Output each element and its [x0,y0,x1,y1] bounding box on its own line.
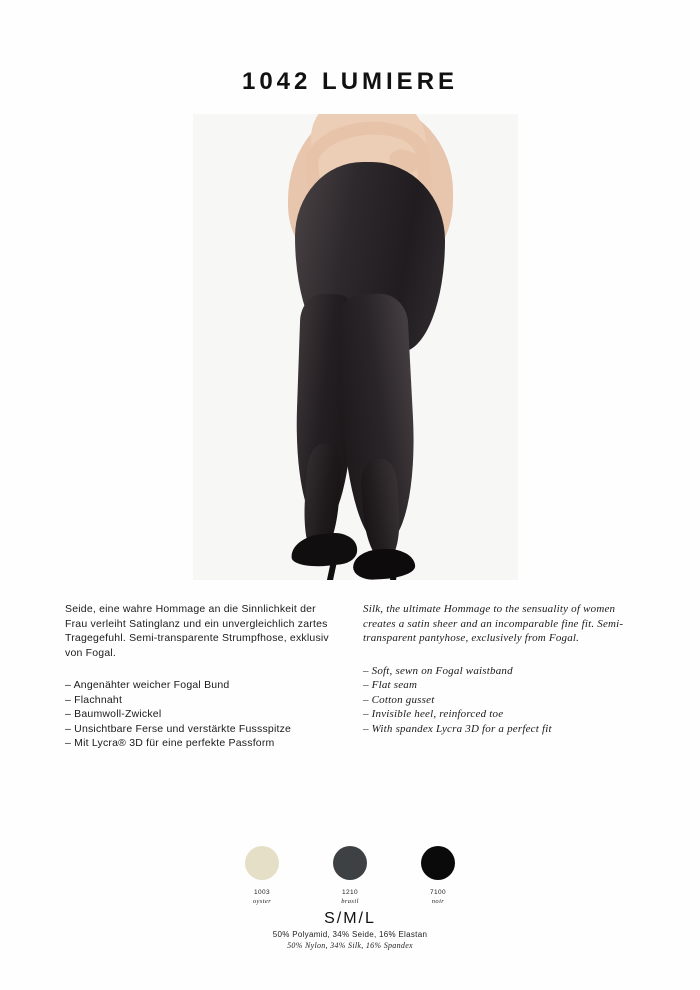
description-paragraph-de: Seide, eine wahre Hommage an die Sinnlichkeit der Frau verleiht Satinglanz und ein unvergleichlich zartes Tragegefuhl. Semi-transparente Strumpfhose, exklusiv von Fogal. [65,603,329,659]
color-name: noir [431,898,445,905]
product-photo-illustration [193,114,518,580]
feature-item: – Invisible heel, reinforced toe [363,708,504,720]
description-section [65,602,635,751]
feature-item: – Unsichtbare Ferse und verstärkte Fussspitze [65,722,292,735]
feature-list-en [363,664,633,737]
description-column-german [65,602,335,751]
color-swatch-oyster[interactable] [232,846,292,906]
feature-item: – Angenähter weicher Fogal Bund [65,679,230,691]
color-chip[interactable] [245,846,279,880]
left-shoe-shape [290,531,359,570]
composition-english: 50% Nylon, 34% Silk, 16% Spandex [287,941,413,950]
color-name: brasil [341,898,359,905]
color-code: 1003 [253,889,271,896]
right-shoe-shape [352,547,415,580]
page-title: 1042 LUMIERE [241,68,459,95]
feature-item: – Flachnaht [65,693,123,706]
feature-list-de [65,678,335,751]
color-name: oyster [252,898,272,905]
feature-item: – Flat seam [363,679,418,691]
color-swatch-list [0,846,700,906]
color-chip[interactable] [333,846,367,880]
feature-item: – Baumwoll-Zwickel [65,708,162,720]
description-paragraph-en: Silk, the ultimate Hommage to the sensuality of women creates a satin sheer and an incomparable fine fit. Semi-transparent pantyhose, exclusively from Fogal. [363,603,624,644]
size-range: S/M/L [324,910,376,927]
feature-item: – Mit Lycra® 3D für eine perfekte Passform [65,737,275,749]
feature-item: – Soft, sewn on Fogal waistband [363,664,513,677]
color-swatch-noir[interactable] [408,846,468,906]
description-column-english [363,602,633,751]
feature-item: – Cotton gusset [363,693,435,706]
color-code: 7100 [429,889,447,896]
product-photo [193,114,518,580]
color-code: 1210 [341,889,359,896]
feature-item: – With spandex Lycra 3D for a perfect fit [363,722,552,735]
color-chip[interactable] [421,846,455,880]
color-swatch-brasil[interactable] [320,846,380,906]
composition-german: 50% Polyamid, 34% Seide, 16% Elastan [272,930,428,939]
